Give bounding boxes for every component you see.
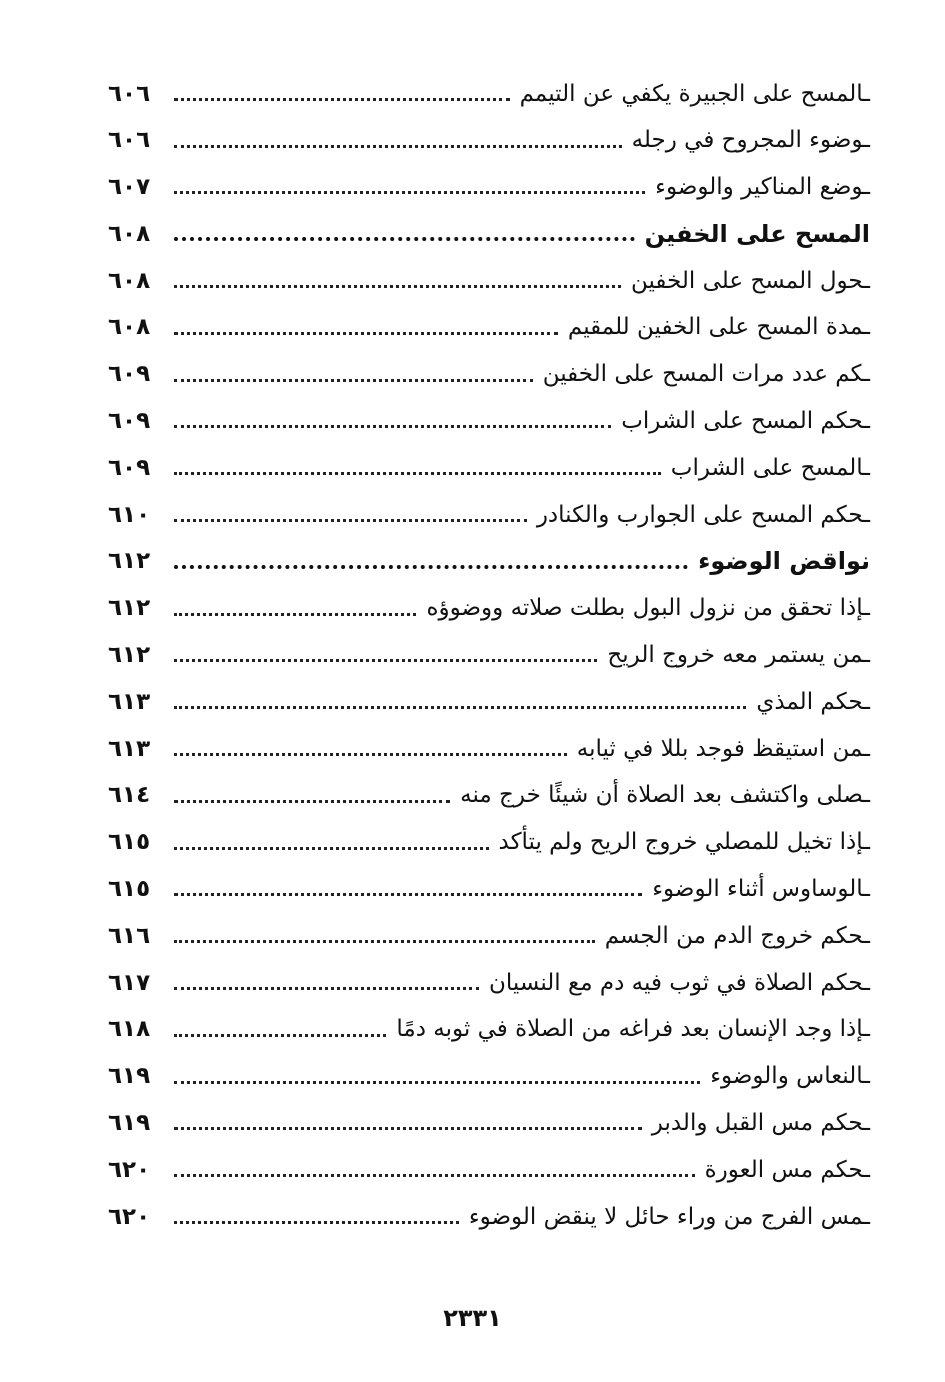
toc-entry-title: ـحكم خروج الدم من الجسم [604, 922, 870, 949]
toc-entry-title: ـوضع المناكير والوضوء [655, 174, 870, 201]
toc-entry-page: ٦١٨ [108, 1016, 151, 1043]
leader-dots [174, 191, 645, 194]
leader-dots [174, 285, 621, 288]
toc-entry [108, 955, 870, 1002]
toc-entry [108, 581, 870, 628]
leader-dots [174, 893, 642, 896]
toc-entry-page: ٦١٦ [108, 922, 151, 949]
toc-entry [108, 300, 870, 347]
toc-entry-page: ٦٠٨ [108, 267, 151, 294]
toc-entry-title: ـمن يستمر معه خروج الريح [607, 642, 870, 669]
toc-entry-title: ـالمسح على الشراب [670, 454, 870, 481]
toc-entry [108, 908, 870, 955]
leader-dots [174, 425, 611, 428]
toc-entry-page: ٦١٩ [108, 1063, 151, 1090]
toc-entry-title: ـمن استيقظ فوجد بللا في ثيابه [576, 735, 870, 762]
leader-dots [174, 659, 597, 662]
toc-entry [108, 440, 870, 487]
table-of-contents [108, 66, 870, 1236]
toc-entry-page: ٦١٥ [108, 876, 151, 903]
toc-entry [108, 487, 870, 534]
leader-dots [174, 237, 635, 241]
toc-entry-title: ـحكم المذي [756, 688, 870, 715]
toc-section-heading [108, 206, 870, 253]
leader-dots [174, 98, 510, 101]
toc-entry-page: ٦١٥ [108, 829, 151, 856]
leader-dots [174, 1034, 386, 1037]
toc-entry [108, 1049, 870, 1096]
toc-entry-title: ـمدة المسح على الخفين للمقيم [567, 314, 870, 341]
toc-entry-page: ٦٠٧ [108, 174, 151, 201]
toc-entry-page: ٦١٧ [108, 969, 151, 996]
toc-entry-title: ـالمسح على الجبيرة يكفي عن التيمم [519, 80, 870, 107]
leader-dots [174, 987, 479, 990]
toc-entry-title: ـحكم مس العورة [704, 1156, 870, 1183]
toc-entry [108, 815, 870, 862]
leader-dots [174, 1081, 700, 1084]
toc-entry-page: ٦٠٨ [108, 314, 151, 341]
toc-entry-title: ـالوساوس أثناء الوضوء [652, 876, 870, 903]
toc-entry-title: ـحكم المسح على الشراب [621, 408, 870, 435]
toc-entry-page: ٦١٢ [108, 548, 151, 575]
leader-dots [174, 1174, 695, 1177]
toc-entry-page: ٦١٠ [108, 501, 151, 528]
toc-entry-title: ـإذا تحقق من نزول البول بطلت صلاته ووضوؤه [426, 595, 870, 622]
toc-entry-title: ـمس الفرج من وراء حائل لا ينقض الوضوء [468, 1203, 870, 1230]
toc-entry-page: ٦٢٠ [108, 1203, 151, 1230]
toc-entry [108, 113, 870, 160]
leader-dots [174, 613, 416, 616]
leader-dots [174, 800, 450, 803]
leader-dots [174, 753, 567, 756]
page-number: ٢٣٣١ [443, 1304, 502, 1332]
toc-entry-page: ٦١٢ [108, 642, 151, 669]
toc-entry [108, 1096, 870, 1143]
leader-dots [174, 706, 746, 709]
leader-dots [174, 519, 527, 522]
toc-entry-page: ٦٠٨ [108, 220, 151, 247]
toc-entry-page: ٦١٤ [108, 782, 151, 809]
toc-entry [108, 628, 870, 675]
toc-entry [108, 347, 870, 394]
toc-entry-title: ـإذا تخيل للمصلي خروج الريح ولم يتأكد [498, 829, 870, 856]
leader-dots [174, 332, 558, 335]
toc-entry-title: ـحكم المسح على الجوارب والكنادر [536, 501, 870, 528]
toc-entry [108, 66, 870, 113]
leader-dots [174, 847, 489, 850]
toc-entry [108, 253, 870, 300]
toc-entry [108, 160, 870, 207]
toc-entry-title: ـصلى واكتشف بعد الصلاة أن شيئًا خرج منه [460, 782, 870, 809]
toc-entry-page: ٦٠٩ [108, 361, 151, 388]
toc-entry [108, 862, 870, 909]
leader-dots [174, 940, 595, 943]
toc-entry-title: ـكم عدد مرات المسح على الخفين [542, 361, 870, 388]
leader-dots [174, 379, 533, 382]
toc-entry-title: ـحول المسح على الخفين [630, 267, 870, 294]
leader-dots [174, 472, 661, 475]
toc-entry [108, 1142, 870, 1189]
toc-entry-page: ٦٠٦ [108, 80, 151, 107]
toc-entry [108, 768, 870, 815]
toc-entry-title: ـالنعاس والوضوء [710, 1063, 870, 1090]
toc-entry-title: ـحكم مس القبل والدبر [651, 1110, 870, 1137]
toc-entry-page: ٦١٢ [108, 595, 151, 622]
toc-entry [108, 721, 870, 768]
toc-entry-page: ٦٠٩ [108, 454, 151, 481]
toc-entry-page: ٦٢٠ [108, 1156, 151, 1183]
toc-entry-page: ٦١٣ [108, 735, 151, 762]
leader-dots [174, 1221, 459, 1224]
leader-dots [174, 1127, 642, 1130]
toc-entry-page: ٦٠٦ [108, 127, 151, 154]
toc-entry-page: ٦١٣ [108, 688, 151, 715]
toc-entry-title: ـإذا وجد الإنسان بعد فراغه من الصلاة في ثوبه دمًا [396, 1016, 870, 1043]
leader-dots [174, 565, 688, 569]
toc-entry-page: ٦٠٩ [108, 408, 151, 435]
toc-entry-title: ـحكم الصلاة في ثوب فيه دم مع النسيان [489, 969, 870, 996]
toc-section-heading [108, 534, 870, 581]
toc-entry [108, 1002, 870, 1049]
toc-entry [108, 394, 870, 441]
toc-entry-title: المسح على الخفين [644, 219, 870, 248]
leader-dots [174, 145, 622, 148]
toc-entry-title: نواقض الوضوء [698, 547, 870, 576]
toc-entry-page: ٦١٩ [108, 1110, 151, 1137]
toc-entry-title: ـوضوء المجروح في رجله [631, 127, 870, 154]
toc-entry [108, 1189, 870, 1236]
toc-entry [108, 674, 870, 721]
